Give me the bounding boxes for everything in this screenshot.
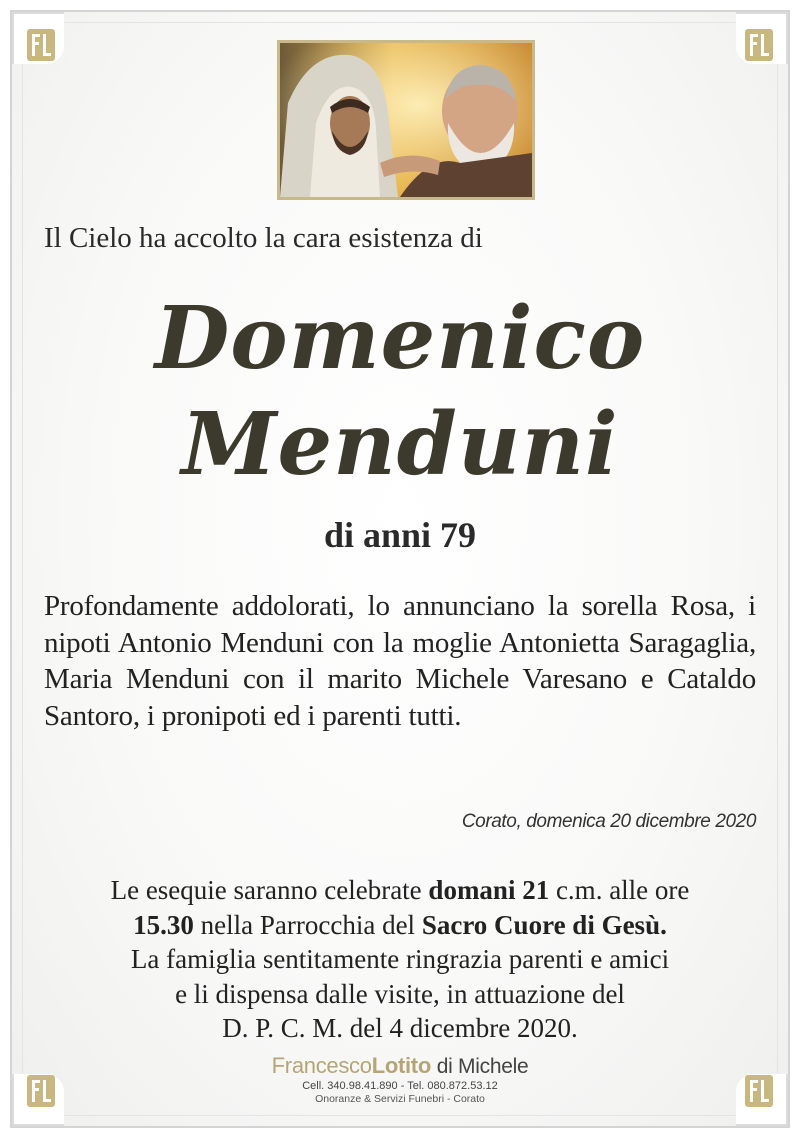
announcement-paragraph: Profondamente addolorati, lo annunciano la sorella Rosa, i nipoti Antonio Menduni con la moglie Antonietta Saragaglia, Maria Menduni con il marito Michele Varesano e Cataldo Santoro, i pronipoti ed i parenti tutti.	[44, 590, 756, 732]
devotional-image-illustration	[280, 43, 532, 197]
funeral-time: 15.30	[133, 909, 194, 940]
funeral-church: Sacro Cuore di Gesù.	[421, 909, 667, 940]
funeral-line: La famiglia sentitamente ringrazia parenti e amici	[130, 944, 670, 974]
funeral-text: nella Parrocchia del	[193, 909, 422, 940]
agency-name-first: Francesco	[271, 1053, 372, 1078]
intro-text: Il Cielo ha accolto la cara esistenza di	[44, 222, 483, 254]
agency-name-suffix: di Michele	[436, 1055, 529, 1078]
funeral-agency	[0, 1054, 800, 1106]
funeral-line	[0, 873, 800, 908]
agency-contacts: Cell. 340.98.41.890 - Tel. 080.872.53.12	[302, 1080, 498, 1092]
agency-logo-icon	[26, 28, 56, 62]
funeral-text: c.m. alle ore	[549, 875, 690, 905]
funeral-line: e li dispensa dalle visite, in attuazione del	[175, 978, 625, 1009]
deceased-age: di anni 79	[323, 515, 477, 555]
deceased-first-name: Domenico	[154, 288, 646, 389]
funeral-line: D. P. C. M. del 4 dicembre 2020.	[222, 1013, 578, 1043]
funeral-date: domani 21	[428, 875, 550, 905]
deceased-last-name: Menduni	[181, 394, 619, 495]
dateline: Corato, domenica 20 dicembre 2020	[461, 811, 756, 832]
devotional-image	[277, 40, 535, 200]
agency-name	[0, 1054, 800, 1079]
agency-logo-icon	[744, 28, 774, 62]
funeral-details	[0, 873, 800, 1046]
funeral-text: Le esequie saranno celebrate	[110, 875, 429, 905]
agency-name-last: Lotito	[371, 1053, 431, 1078]
agency-services: Onoranze & Servizi Funebri - Corato	[315, 1093, 485, 1105]
funeral-line	[0, 908, 800, 943]
